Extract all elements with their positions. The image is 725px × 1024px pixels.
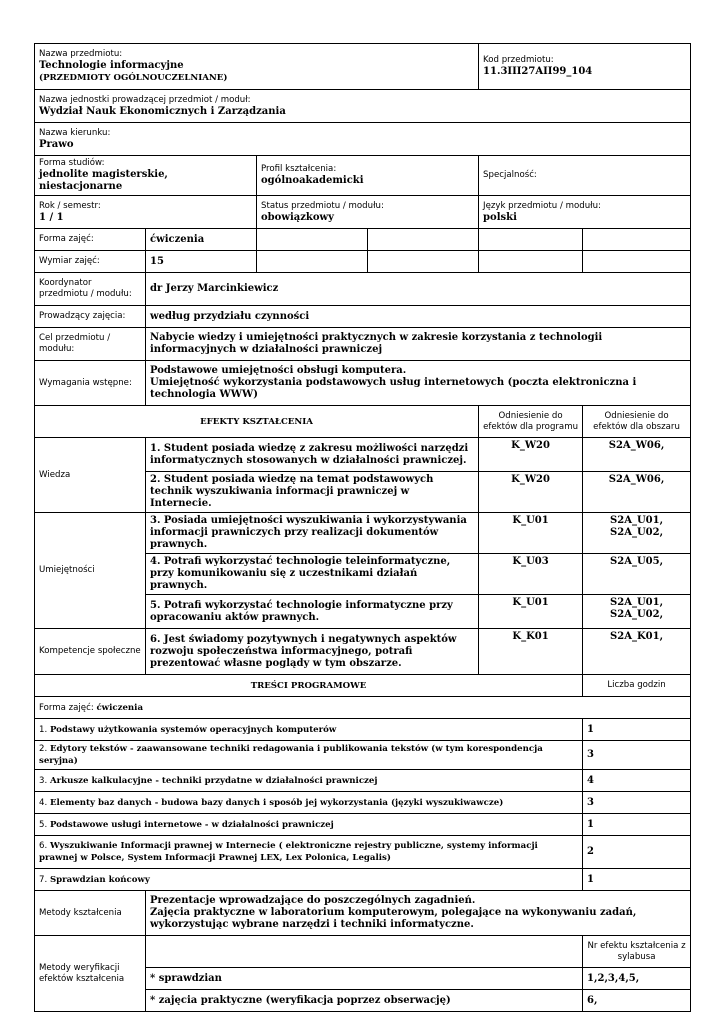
topic-number: 2.	[39, 744, 48, 754]
requirements-line-2: Umiejętność wykorzystania podstawowych usług internetowych (poczta elektroniczna i technologia WWW)	[150, 377, 637, 400]
outcome-program: K_U01	[479, 595, 583, 629]
verification-nr: 6,	[583, 990, 691, 1012]
topic-cell	[35, 836, 583, 869]
topic-hours: 3	[583, 741, 691, 770]
outcome-text: 1. Student posiada wiedzę z zakresu możliwości narzędzi informatycznych stosowanych w działalności prawniczej.	[146, 438, 479, 472]
outcome-row	[35, 438, 691, 472]
lecturers-label: Prowadzący zajęcia:	[35, 306, 146, 328]
outcome-program: K_U01	[479, 513, 583, 554]
subject-group-text: PRZEDMIOTY OGÓLNOUCZELNIANE	[43, 73, 224, 83]
topic-row	[35, 741, 691, 770]
methods-line-2: Zajęcia praktyczne w laboratorium komputerowym, polegające na wykonywaniu zadań, wykorzystując wybrane narzędzi i techniki informatyczne.	[150, 907, 637, 930]
year-value: 1 / 1	[39, 211, 64, 223]
outcome-area: S2A_K01,	[583, 629, 691, 675]
unit-value: Wydział Nauk Ekonomicznych i Zarządzania	[39, 105, 286, 117]
status-cell	[257, 196, 479, 229]
outcome-area: S2A_U01, S2A_U02,	[583, 513, 691, 554]
outcome-text: 3. Posiada umiejętności wyszukiwania i wykorzystywania informacji prawniczych przy realizacji dokumentów prawnych.	[146, 513, 479, 554]
topic-hours: 1	[583, 814, 691, 836]
empty-cell	[368, 229, 479, 251]
topic-number: 3.	[39, 775, 48, 786]
unit-cell	[35, 90, 691, 123]
outcome-text: 5. Potrafi wykorzystać technologie informatyczne przy opracowaniu aktów prawnych.	[146, 595, 479, 629]
outcome-program: K_U03	[479, 554, 583, 595]
outcome-program: K_W20	[479, 472, 583, 513]
topic-hours: 2	[583, 836, 691, 869]
topic-row	[35, 770, 691, 792]
language-value: polski	[483, 211, 517, 223]
topic-number: 6.	[39, 841, 48, 851]
topic-row	[35, 719, 691, 741]
topic-cell	[35, 741, 583, 770]
empty-cell	[583, 229, 691, 251]
direction-cell	[35, 123, 691, 156]
status-value: obowiązkowy	[261, 211, 334, 223]
content-form-label: Forma zajęć:	[39, 702, 94, 713]
topic-text: Arkusze kalkulacyjne - techniki przydatne w działalności prawniczej	[49, 775, 378, 786]
outcome-text: 6. Jest świadomy pozytywnych i negatywnych aspektów rozwoju społeczeństwa informacyjnego, potrafi prezentować własne poglądy w tym obszarze.	[146, 629, 479, 675]
subject-group-open: (	[39, 73, 44, 83]
code-cell	[479, 44, 691, 90]
topic-text: Sprawdzian końcowy	[49, 874, 150, 885]
outcome-row	[35, 629, 691, 675]
class-form-label: Forma zajęć:	[35, 229, 146, 251]
language-cell	[479, 196, 691, 229]
unit-label: Nazwa jednostki prowadzącej przedmiot / moduł:	[39, 94, 251, 105]
outcomes-program-header: Odniesienie do efektów dla programu	[479, 406, 583, 438]
code-value: 11.3III27AII99_104	[483, 66, 593, 77]
methods-cell	[146, 891, 691, 936]
content-title: TREŚCI PROGRAMOWE	[35, 675, 583, 697]
outcome-program: K_W20	[479, 438, 583, 472]
outcome-area: S2A_W06,	[583, 438, 691, 472]
verification-method: * zajęcia praktyczne (weryfikacja poprzez obserwację)	[146, 990, 583, 1012]
subject-group	[39, 72, 474, 84]
topic-cell	[35, 814, 583, 836]
content-hours-header: Liczba godzin	[583, 675, 691, 697]
topic-number: 7.	[39, 874, 48, 885]
profile-label: Profil kształcenia:	[261, 164, 337, 174]
topic-row	[35, 792, 691, 814]
topic-text: Elementy baz danych - budowa bazy danych i sposób jej wykorzystania (języki wyszukiwawcze)	[49, 797, 504, 808]
subject-cell	[35, 44, 479, 90]
specialty-label: Specjalność:	[483, 170, 537, 180]
methods-line-1: Prezentacje wprowadzające do poszczególnych zagadnień.	[150, 895, 476, 906]
outcome-program: K_K01	[479, 629, 583, 675]
empty-cell	[583, 251, 691, 273]
syllabus-sheet	[34, 43, 690, 1012]
lecturers-value: według przydziału czynności	[146, 306, 691, 328]
topic-cell	[35, 869, 583, 891]
study-form-cell	[35, 156, 257, 196]
profile-cell	[257, 156, 479, 196]
topic-text: Podstawy użytkowania systemów operacyjnych komputerów	[49, 724, 337, 735]
empty-cell	[146, 936, 583, 968]
topic-number: 5.	[39, 819, 48, 830]
content-form-cell	[35, 697, 691, 719]
verification-label: Metody weryfikacji efektów kształcenia	[35, 936, 146, 1012]
empty-cell	[257, 251, 368, 273]
class-hours-value: 15	[146, 251, 257, 273]
study-form-label: Forma studiów:	[39, 158, 105, 168]
outcome-group-social: Kompetencje społeczne	[35, 629, 146, 675]
language-label: Język przedmiotu / modułu:	[483, 200, 601, 211]
topic-hours: 1	[583, 869, 691, 891]
requirements-label: Wymagania wstępne:	[35, 361, 146, 406]
outcome-area: S2A_W06,	[583, 472, 691, 513]
outcome-group-skills: Umiejętności	[35, 513, 146, 629]
subject-group-close: )	[223, 73, 228, 83]
empty-cell	[257, 229, 368, 251]
topic-text: Edytory tekstów - zaawansowane techniki redagowania i publikowania tekstów (w tym korespondencja seryjna)	[39, 744, 543, 766]
topic-row	[35, 814, 691, 836]
empty-cell	[368, 251, 479, 273]
methods-label: Metody kształcenia	[35, 891, 146, 936]
profile-value: ogólnoakademicki	[261, 175, 364, 186]
topic-text: Podstawowe usługi internetowe - w działalności prawniczej	[49, 819, 334, 830]
outcome-text: 2. Student posiada wiedzę na temat podstawowych technik wyszukiwania informacji prawniczej w Internecie.	[146, 472, 479, 513]
coordinator-value: dr Jerzy Marcinkiewicz	[146, 273, 691, 306]
requirements-cell	[146, 361, 691, 406]
topic-cell	[35, 770, 583, 792]
topic-hours: 3	[583, 792, 691, 814]
outcomes-title: EFEKTY KSZTAŁCENIA	[35, 406, 479, 438]
status-label: Status przedmiotu / modułu:	[261, 200, 384, 211]
direction-label: Nazwa kierunku:	[39, 127, 111, 138]
empty-cell	[479, 229, 583, 251]
topic-cell	[35, 792, 583, 814]
outcome-area: S2A_U05,	[583, 554, 691, 595]
goal-value: Nabycie wiedzy i umiejętności praktycznych w zakresie korzystania z technologii informacyjnych w działalności prawniczej	[146, 328, 691, 361]
outcome-text: 4. Potrafi wykorzystać technologie teleinformatyczne, przy komunikowaniu się z uczestnikami działań prawnych.	[146, 554, 479, 595]
content-form-value: ćwiczenia	[96, 702, 144, 713]
specialty-cell	[479, 156, 691, 196]
class-hours-label: Wymiar zajęć:	[35, 251, 146, 273]
goal-label: Cel przedmiotu / modułu:	[35, 328, 146, 361]
empty-cell	[479, 251, 583, 273]
outcome-area: S2A_U01, S2A_U02,	[583, 595, 691, 629]
requirements-line-1: Podstawowe umiejętności obsługi komputera.	[150, 365, 407, 376]
year-cell	[35, 196, 257, 229]
topic-number: 1.	[39, 724, 48, 735]
verification-nr: 1,2,3,4,5,	[583, 968, 691, 990]
subject-name: Technologie informacyjne	[39, 60, 184, 71]
topic-cell	[35, 719, 583, 741]
topic-hours: 1	[583, 719, 691, 741]
syllabus-table	[34, 43, 691, 1012]
topic-row	[35, 836, 691, 869]
outcome-group-knowledge: Wiedza	[35, 438, 146, 513]
topic-number: 4.	[39, 797, 48, 808]
year-label: Rok / semestr:	[39, 200, 101, 211]
outcomes-area-header: Odniesienie do efektów dla obszaru	[583, 406, 691, 438]
topic-hours: 4	[583, 770, 691, 792]
study-form-value: jednolite magisterskie, niestacjonarne	[39, 169, 168, 192]
coordinator-label: Koordynator przedmiotu / modułu:	[35, 273, 146, 306]
verification-method: * sprawdzian	[146, 968, 583, 990]
topic-row	[35, 869, 691, 891]
direction-value: Prawo	[39, 138, 74, 150]
verification-nr-header: Nr efektu kształcenia z sylabusa	[583, 936, 691, 968]
class-form-value: ćwiczenia	[146, 229, 257, 251]
outcome-row	[35, 513, 691, 554]
code-label: Kod przedmiotu:	[483, 55, 554, 65]
subject-label: Nazwa przedmiotu:	[39, 49, 123, 59]
topic-text: Wyszukiwanie Informacji prawnej w Internecie ( elektroniczne rejestry publiczne, systemy informacji prawnej w Polsce, System Informacji Prawnej LEX, Lex Polonica, Legalis)	[39, 841, 538, 863]
